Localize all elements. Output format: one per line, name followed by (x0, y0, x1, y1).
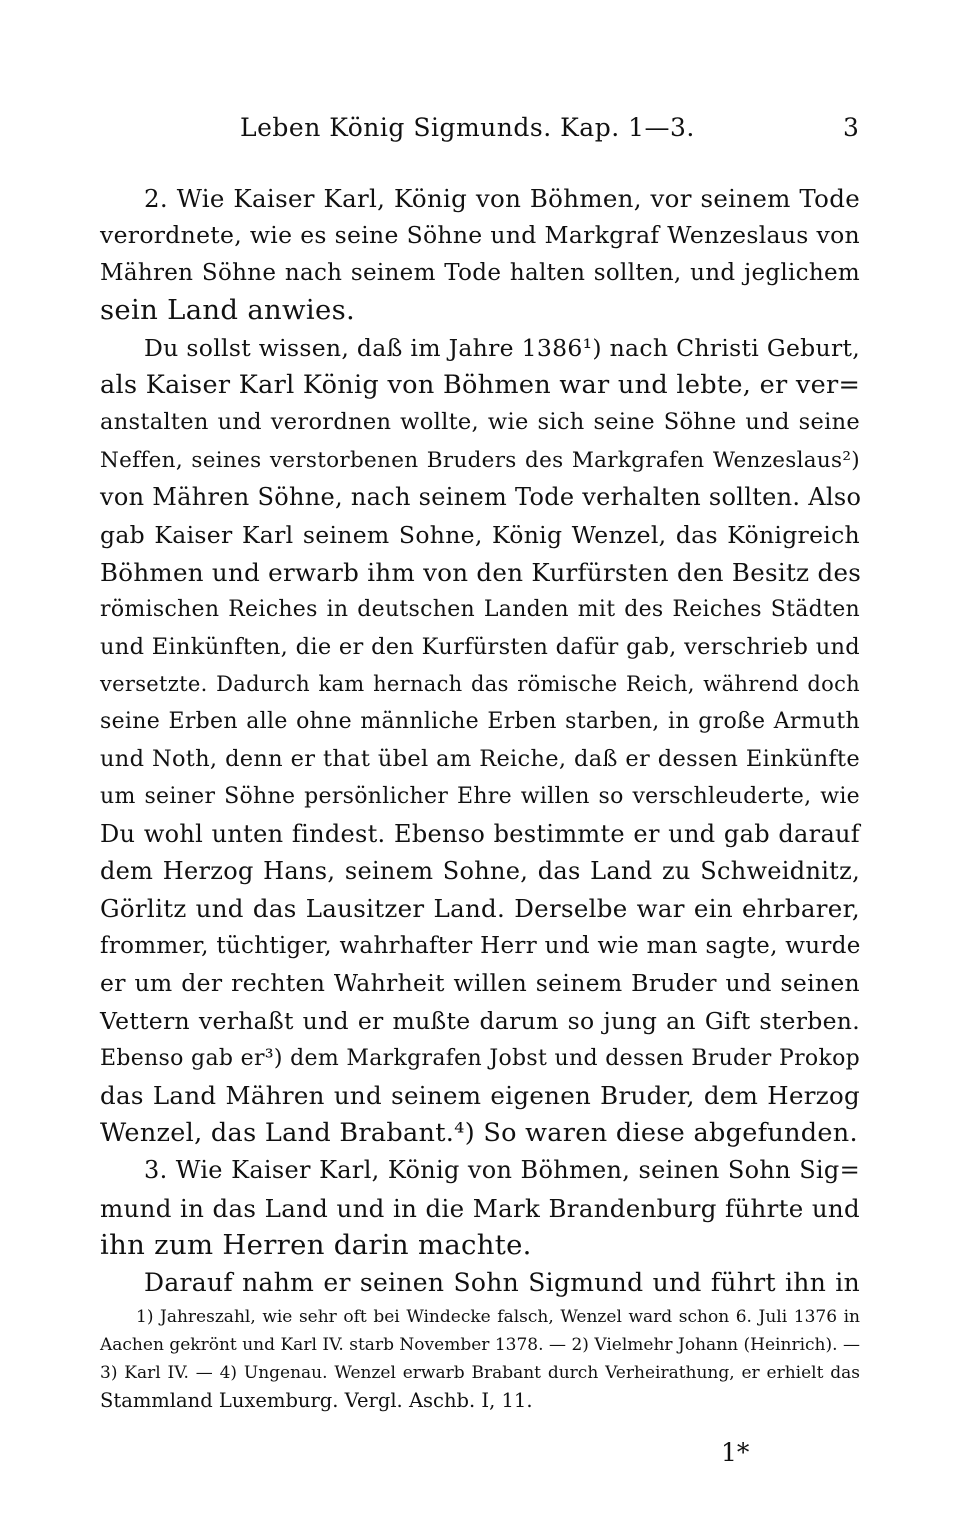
text-line: um seiner Söhne persönlicher Ehre willen so verschleuderte, wie (100, 784, 860, 810)
text-line: Du sollst wissen, daß im Jahre 1386¹) nach Christi Geburt, (144, 333, 860, 362)
running-head: Leben König Sigmunds. Kap. 1—3. (240, 113, 695, 142)
text-line: frommer, tüchtiger, wahrhafter Herr und wie man sagte, wurde (100, 932, 861, 959)
text-line: versetzte. Dadurch kam hernach das römische Reich, während doch (100, 672, 860, 697)
text-line: er um der rechten Wahrheit willen seinem Bruder und seinen (100, 969, 860, 998)
footnote-line: Aachen gekrönt und Karl IV. starb November 1378. — 2) Vielmehr Johann (Heinrich). — (100, 1335, 860, 1355)
footnote-line: 3) Karl IV. — 4) Ungenau. Wenzel erwarb Brabant durch Verheirathung, er erhielt das (100, 1363, 860, 1383)
text-line: und Noth, denn er that übel am Reiche, daß er dessen Einkünfte (100, 745, 860, 772)
text-line: Mähren Söhne nach seinem Tode halten sollten, und jeglichem (100, 259, 860, 286)
text-line: Böhmen und erwarb ihm von den Kurfürsten den Besitz des (100, 557, 862, 587)
text-line: 2. Wie Kaiser Karl, König von Böhmen, vor seinem Tode (144, 184, 860, 213)
text-line: ihn zum Herren darin machte. (100, 1228, 532, 1261)
text-line: Darauf nahm er seinen Sohn Sigmund und führt ihn in (144, 1268, 860, 1298)
text-line: römischen Reiches in deutschen Landen mit des Reiches Städten (100, 597, 860, 623)
text-line: seine Erben alle ohne männliche Erben starben, in große Armuth (100, 709, 860, 735)
text-line: Neffen, seines verstorbenen Bruders des Markgrafen Wenzeslaus²) (100, 447, 860, 473)
text-line: von Mähren Söhne, nach seinem Tode verhalten sollten. Also (100, 483, 862, 512)
body-text (100, 180, 860, 1302)
footnote-line: Stammland Luxemburg. Vergl. Aschb. I, 11. (100, 1389, 533, 1412)
text-line: mund in das Land und in die Mark Brandenburg führte und (100, 1193, 860, 1223)
footnote-line: 1) Jahreszahl, wie sehr oft bei Windecke falsch, Wenzel ward schon 6. Juli 1376 in (136, 1307, 860, 1327)
text-line: Wenzel, das Land Brabant.⁴) So waren diese abgefunden. (100, 1117, 858, 1148)
text-line: sein Land anwies. (100, 294, 356, 327)
text-line: Du wohl unten findest. Ebenso bestimmte er und gab darauf (100, 819, 860, 848)
signature-mark: 1* (721, 1438, 750, 1467)
text-line: Ebenso gab er³) dem Markgrafen Jobst und dessen Bruder Prokop (100, 1045, 860, 1071)
text-line: 3. Wie Kaiser Karl, König von Böhmen, seinen Sohn Sig= (144, 1156, 860, 1185)
text-line: anstalten und verordnen wollte, wie sich seine Söhne und seine (100, 409, 860, 436)
text-line: verordnete, wie es seine Söhne und Markgraf Wenzeslaus von (100, 221, 860, 250)
text-line: Vettern verhaßt und er mußte darum so jung an Gift sterben. (100, 1006, 860, 1035)
page-header (0, 113, 960, 153)
text-line: gab Kaiser Karl seinem Sohne, König Wenzel, das Königreich (100, 520, 860, 549)
text-line: dem Herzog Hans, seinem Sohne, das Land zu Schweidnitz, (100, 857, 860, 886)
text-line: Görlitz und das Lausitzer Land. Derselbe war ein ehrbarer, (100, 894, 860, 924)
text-line: und Einkünften, die er den Kurfürsten dafür gab, verschrieb und (100, 633, 860, 660)
page-number: 3 (843, 113, 859, 142)
text-line: das Land Mähren und seinem eigenen Bruder, dem Herzog (100, 1081, 860, 1111)
footnotes (100, 1303, 860, 1415)
text-line: als Kaiser Karl König von Böhmen war und lebte, er ver= (100, 369, 861, 400)
